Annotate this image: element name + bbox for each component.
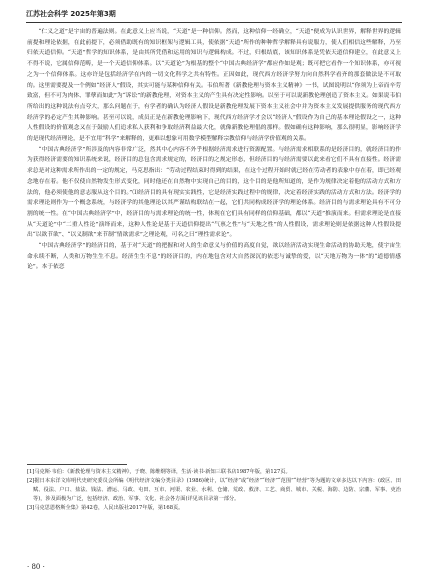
footnote: [1]马克斯·韦伯：《新教伦理与资本主义精神》，于晓、陈维纲等译，生活·读书·新知三联书店1987年版，第127页。 [27,469,291,475]
footnotes [27,468,401,513]
footnote: [2]据日本东洋文库明代史研究委员会所编《明代经济文编分类目录》(1986)统计，以“经济”或“经济”“经济”“范围”“经营”等为题的文章多达以下内容：(政区、田赋、役法、户口、盐法、钱法、漕运、马政、屯田、互市、河渠、农业、水利、仓储、荒政、救济、工艺、商贸、城市、关税、海防、边防、宗藩、军事、吏治等)，涉及面极为广泛，包括经济、政治、军事、文化、社会各方面(详见该目录第一部分。 [27,478,401,503]
page-number: · 80 · [27,563,45,571]
footnote: [3]马克思恩格斯全集》第42卷，人民出版社2017年版，第168页。 [27,505,184,512]
paragraph: “中国古典经济学”的经济目的，基于对“天道”的把握和对人的生命意义与价值的高度自觉，欲以经济活动实现生命活动的协助天地，使宇宙生命永续不断，人类和万物生生不息。经济生生不息”的经济目的，内在地包含对大自然深沉的依恋与诚挚的爱，以“天地万物为一体”的“道德情感论”。本于依恋 [27,243,401,271]
footnote-rule [27,464,127,465]
paragraph: “仁义之道”是宇宙的普遍法则。在此意义上应当说，“天道”是一种信仰。然而，这种信仰一经确立，“天道”便成为认识世界，解释世界的逻辑前提和理论依据，在此前提下，必须借助既有的知识框架与逻辑工具，使依据“天道”所作的种种哲学解释具有说服力，使人们相信这些解释，乃至归依天道信仰。“天道”哲学的知识体系，是由其所凭借和运用的知识与逻辑构成。不过，归根结底，该知识体系是凭依天道信仰建立，在此意义上不得不说，它属信仰范畴，是一个天道信仰体系。以“天道论”为根基的整个“中国古典经济学”都应作如是观；既可把它看作一个知识体系，亦可视之为一个信仰体系。这亦许是包括经济学在内的一切文化科学之共有特性。正因如此，现代西方经济学努力向自然科学看齐的那套做法是不可取的。这里需要提及一个例如“经济人”假设，其实可能与某种信仰有关。韦伯所著《新教伦理与资本主义精神》一书，试图说明以“你须为上帝而辛劳致富，但不可为肉体、罪孽而如此”为“诉讼”的新教伦理，对资本主义的产生具有决定性影响。以至于可以说新教伦理创造了资本主义。如果说韦伯所给出的这种说法有点夸大，那么问题在于，有学者的确认为经济人假设是新教伦理发展下资本主义社会中并为资本主义发展提供服务的现代西方经济学的必定产生其种影响。甚至可以说，成员正是在新教伦理影响下，现代西方经济学才会以“经济人”假设作为自己的基本理论假设之一，这种人性假设的价值观念又在于鼓励人们追求私人获利和争取经济利益最大化，就像新教伦理倡的那样。假如确有这种影响，那么很明显，影响经济学的是现代经济理论，是不宜用“科学”来解释的，更难以想象可用数学模型解释宗教信仰与经济学价值观的关系。 [27,29,401,143]
journal-header: 江苏社会科学 2025年第3期 [26,10,116,18]
paragraph: “中国古典经济学”所涉及的内容非常广泛，然其中心内容不外乎根据经济需求进行资源配置。与经济需求相联系的是经济目的，就经济目的作为获得经济需要的知识系统来说，经济目的总包含需求规定的，经济目的之规定形态，但经济目的与经济需要以此来看它们不具有直接性。经济需求总是对这种需求所作出的一定的规定，马克思指出：“劳动过程结束时得到的结果，在这个过程开始时就已经在劳动者的表象中存在着，即已经观念地存在着。他不仅使自然物发生形式变化，同时他还在自然物中实现自己的目的，这个目的是他所知道的，是作为规律决定着他的活动方式和方法的，他必须使他的意志服从这个目的。”⑴经济目的具有现实实践性，它是经济实践过程中的规律，决定着经济实践的活动方式和方法。经济学的需求理论则作为一个概念系统，与经济学的其他理论以其严谨结构联结在一起，它们共同构成经济学的理论体系。经济目的与需求理论具有不可分割的统一性。在“中国古典经济学”中，经济目的与需求理论的统一性，体现在它们具有同样的信仰基础，都以“天道”推演而来。但需求理论是直接从“天道论”中“二重人性论”演绎而来，这种人性论是基于天道信仰提出“气禀之性”与“天地之性”的人性假设，需求理论则是依据这种人性假设提出“以欲节欲”、“以义制欲”来节制“情欲需求”之理论观，可名之曰“理性需求论”。 [27,146,401,239]
header-rule [26,22,402,23]
article-body [27,27,401,273]
